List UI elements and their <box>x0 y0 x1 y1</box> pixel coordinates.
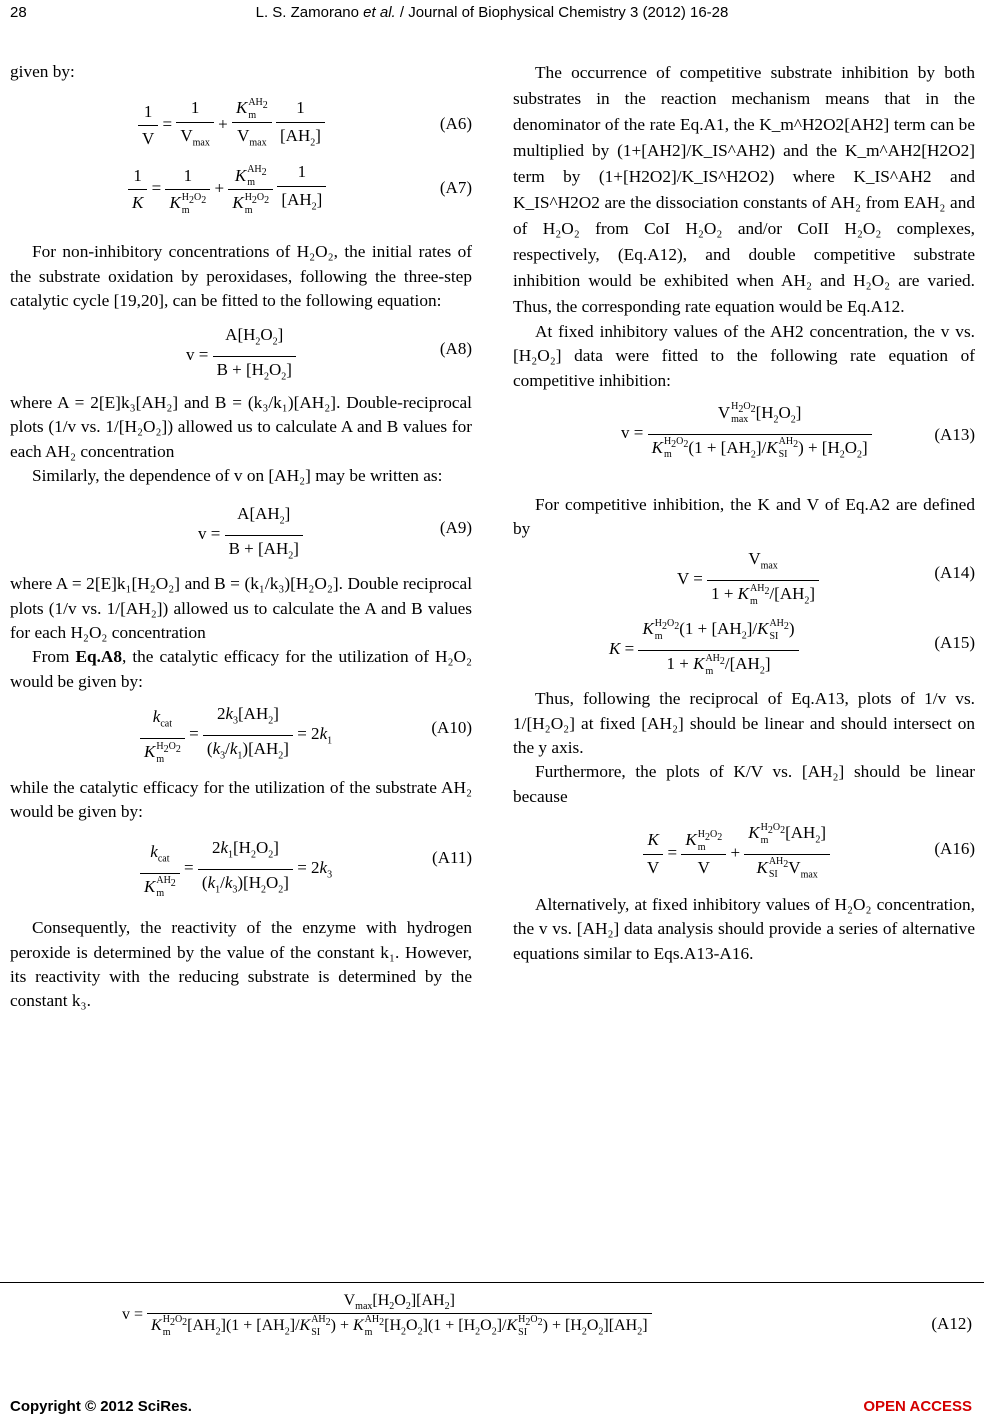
equation-a15: K = $KH_2O_2$ m ($1 + [AH_2]/KAH_2$ SI ) $1 + KAH_2$ m $/[AH_2]$ (A15) <box>609 618 975 677</box>
paragraph: Consequently, the reactivity of the enzyme with hydrogen peroxide is determined by the value of the constant k₁. However, its reactivity with the reducing substrate is determined by the constant k₃. <box>10 918 472 1011</box>
paragraph: Furthermore, the plots of K/V vs. [AH₂] should be linear because <box>513 762 975 806</box>
paragraph: Alternatively, at fixed inhibitory values of H₂O₂ concentration, the v vs. [AH₂] data analysis should provide a series of alternative equations similar to Eqs.A13-A16. <box>513 894 975 963</box>
equation-a6: $\frac{1}{V}$ = $\frac{1}{V_{max}}$ + $KAH_2$ m $V_{max}$ $\frac{1}{[AH_2]}$ (A6) <box>10 92 472 156</box>
eq-tag: (A14) <box>934 563 975 583</box>
eq-tag: (A15) <box>934 633 975 653</box>
paragraph: where A = 2[E]k₁[H₂O₂] and B = (k₁/k₃)[H₂O₂]. Double reciprocal plots (1/v vs. 1/[AH₂]) allowed us to calculate the A and B values for each H₂O₂ concentration <box>10 574 472 642</box>
paragraph: The occurrence of competitive substrate inhibition by both substrates in the reaction mechanism means that in the denominator of the rate Eq.A1, the K_m^H2O2[AH2] term can be multiplied by (1+[AH2]/K_IS^AH2) and the K_m^AH2[H2O2] term by (1+[H2O2]/K_IS^H2O2) where K_IS^AH2 and K_IS^H2O2 are the dissociation constants of AH₂ from EAH₂ and of H₂O₂ from CoI H₂O₂ and/or CoII H₂O₂ complexes, respectively, (Eq.A12), and double competitive substrate inhibition would be exhibited when AH₂ and H₂O₂ are varied. Thus, the corresponding rate equation would be Eq.A12. <box>513 63 975 316</box>
page-header <box>0 4 984 26</box>
copyright: Copyright © 2012 SciRes. <box>10 1398 192 1415</box>
paragraph: Similarly, the dependence of v on [AH₂] may be written as: <box>32 466 443 486</box>
paragraph: At fixed inhibitory values of the AH2 concentration, the v vs. [H₂O₂] data were fitted to the following rate equation of competitive inhibition: <box>513 322 975 390</box>
eq-tag: (A9) <box>439 518 472 538</box>
paragraph: For competitive inhibition, the K and V of Eq.A2 are defined by <box>513 494 975 539</box>
eq-tag: (A8) <box>439 339 472 359</box>
eq-tag: (A7) <box>439 178 472 198</box>
eq-tag: (A16) <box>934 838 975 858</box>
equation-a16: $\frac{K}{V}$ = $KH_2O_2$ m V + $KH_2O_2$ m $[AH_2]$ $KAH_2$ SI $V_{max}$ (A16) <box>513 809 975 893</box>
footnote-rule <box>0 1282 984 1283</box>
paragraph: Thus, following the reciprocal of Eq.A13, plots of 1/v vs. 1/[H₂O₂] at fixed [AH₂] should be linear and should intersect on the y axis. <box>513 689 975 758</box>
paragraph: where A = 2[E]k₃[AH₂] and B = (k₃/k₁)[AH₂]. Double-reciprocal plots (1/v vs. 1/[H₂O₂]) allowed us to calculate A and B values for each AH₂ concentration <box>10 393 472 461</box>
paragraph: From Eq.A8, the catalytic efficacy for the utilization of H₂O₂ would be given by: <box>10 647 472 691</box>
equation-a8: v = $\frac{A[H_2O_2]}{B + [H_2O_2]}$ (A8) <box>186 325 472 383</box>
equation-a14: V = $V_{max}$ $1 + KAH_2$ m $/[AH_2]$ (A14) <box>677 549 975 607</box>
equation-a10: $k_{cat}$ $KH_2O_2$ m = $\frac{2k_3[AH_2]}{(k_3/k_1)[AH_2]}$ = $2k_1$ (A10) <box>10 694 472 776</box>
equation-a9: v = $\frac{A[AH_2]}{B + [AH_2]}$ (A9) <box>198 504 472 562</box>
equation-a12: v = $V_{max}[H_2O_2][AH_2]$ $KH_2O_2$ m $[AH_2](1 + [AH_2]/KAH_2$ SI ) + $KAH_2$ m $[H_2O_2](1 + [H_2O_2]/KH_2O_2$ SI ) + $[H_2O_2][AH_2]$ (A12) <box>122 1292 972 1339</box>
running-title: L. S. Zamorano et al. / Journal of Biophysical Chemistry 3 (2012) 16-28 <box>255 4 729 21</box>
page-number: 28 <box>10 4 27 21</box>
eq-tag: (A13) <box>934 424 975 444</box>
paragraph: For non-inhibitory concentrations of H₂O₂, the initial rates of the substrate oxidation by peroxidases, following the three-step catalytic cycle [19,20], can be fitted to the following equation: <box>10 242 472 310</box>
eq-tag: (A12) <box>931 1314 972 1333</box>
equation-a13: v = $VH_2O_2$ $\max [H_2O_2]$ $KH_2O_2$ m ($1 + [AH_2]/KAH_2$ SI ) + $[H_2O_2]$ (A13) <box>621 401 975 461</box>
left-column <box>10 60 472 1014</box>
paragraph: while the catalytic efficacy for the utilization of the substrate AH₂ would be given by: <box>10 777 472 822</box>
eq-tag: (A6) <box>439 114 472 134</box>
eq-tag: (A11) <box>432 848 472 868</box>
eq-tag: (A10) <box>431 717 472 737</box>
paragraph: given by: <box>10 62 75 81</box>
right-column <box>513 60 975 966</box>
equation-a11: $k_{cat}$ $KAH_2$ m = $\frac{2k_1[H_2O_2]}{(k_1/k_3)[H_2O_2]}$ = $2k_3$ (A11) <box>10 824 472 916</box>
open-access-label: OPEN ACCESS <box>863 1398 972 1415</box>
equation-a7: $\frac{1}{K}$ = 1 $KH_2O_2$ m + $KAH_2$ m $KH_2O_2$ m $\frac{1}{[AH_2]}$ (A7) <box>10 156 472 228</box>
